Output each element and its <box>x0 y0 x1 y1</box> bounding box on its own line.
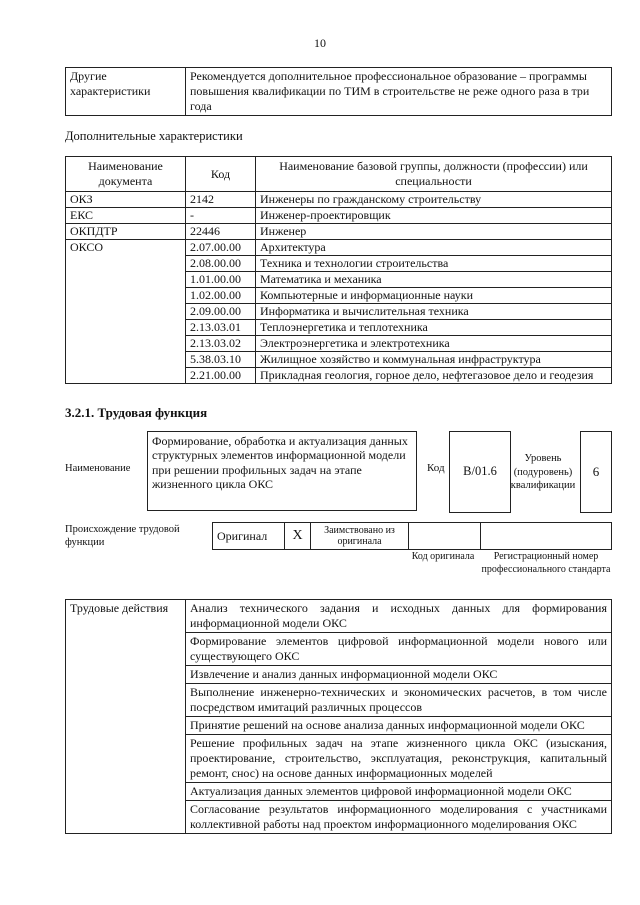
borrowed-label-cell: Заимствовано из оригинала <box>311 523 409 550</box>
code-box: B/01.6 <box>449 431 511 513</box>
doc-cell-okso: ОКСО <box>66 240 186 384</box>
table-row <box>66 208 612 224</box>
other-characteristics-table <box>65 67 612 116</box>
qualification-level-box: 6 <box>580 431 612 513</box>
code-cell: 2.08.00.00 <box>186 256 256 272</box>
additional-characteristics-table <box>65 156 612 384</box>
column-header-code: Код <box>186 157 256 192</box>
code-cell: 2.13.03.01 <box>186 320 256 336</box>
name-cell: Инженер-проектировщик <box>256 208 612 224</box>
code-cell: 1.01.00.00 <box>186 272 256 288</box>
reg-number-caption: Регистрационный номер профессионального стандарта <box>481 551 611 575</box>
name-cell: Компьютерные и информационные науки <box>256 288 612 304</box>
name-cell: Электроэнергетика и электротехника <box>256 336 612 352</box>
labor-action-item: Согласование результатов информационного моделирования с участниками коллективной работы над проектом информационного моделирования ОКС <box>186 801 612 834</box>
column-header-document: Наименование документа <box>66 157 186 192</box>
labor-action-item: Анализ технического задания и исходных данных для формирования информационной модели ОКС <box>186 600 612 633</box>
doc-cell: ОКПДТР <box>66 224 186 240</box>
code-cell: 2.21.00.00 <box>186 368 256 384</box>
labor-actions-label: Трудовые действия <box>66 600 186 834</box>
name-cell: Теплоэнергетика и теплотехника <box>256 320 612 336</box>
origin-table <box>212 522 612 550</box>
labor-action-item: Принятие решений на основе анализа данных информационной модели ОКС <box>186 717 612 735</box>
section-heading: 3.2.1. Трудовая функция <box>65 405 208 420</box>
labor-action-item: Формирование элементов цифровой информационной модели нового или существующего ОКС <box>186 633 612 666</box>
name-cell: Архитектура <box>256 240 612 256</box>
labor-action-item: Извлечение и анализ данных информационной модели ОКС <box>186 666 612 684</box>
code-cell: 2.09.00.00 <box>186 304 256 320</box>
table-row <box>66 240 612 256</box>
function-name-box: Формирование, обработка и актуализация данных структурных элементов информационной модели при решении профильных задач на этапе жизненного цикла ОКС <box>147 431 417 511</box>
name-cell: Инженер <box>256 224 612 240</box>
labor-actions-table <box>65 599 612 834</box>
other-characteristics-label: Другие характеристики <box>66 68 186 116</box>
labor-action-item: Актуализация данных элементов цифровой информационной модели ОКС <box>186 783 612 801</box>
original-label-cell: Оригинал <box>213 523 285 550</box>
name-cell: Информатика и вычислительная техника <box>256 304 612 320</box>
reg-number-cell <box>481 523 612 550</box>
name-cell: Прикладная геология, горное дело, нефтегазовое дело и геодезия <box>256 368 612 384</box>
code-original-cell <box>409 523 481 550</box>
doc-cell: ОКЗ <box>66 192 186 208</box>
other-characteristics-text: Рекомендуется дополнительное профессиональное образование – программы повышения квалификации по ТИМ в строительстве не реже одного раза в три года <box>186 68 612 116</box>
original-mark-cell: X <box>285 523 311 550</box>
code-original-caption: Код оригинала <box>411 551 475 562</box>
code-label: Код <box>427 462 445 474</box>
labor-action-item: Выполнение инженерно-технических и экономических расчетов, в том числе посредством имитаций различных процессов <box>186 684 612 717</box>
code-cell: 22446 <box>186 224 256 240</box>
name-cell: Жилищное хозяйство и коммунальная инфраструктура <box>256 352 612 368</box>
column-header-group: Наименование базовой группы, должности (профессии) или специальности <box>256 157 612 192</box>
code-cell: 2.07.00.00 <box>186 240 256 256</box>
code-cell: - <box>186 208 256 224</box>
table-row <box>66 192 612 208</box>
code-cell: 1.02.00.00 <box>186 288 256 304</box>
name-cell: Техника и технологии строительства <box>256 256 612 272</box>
table-row <box>66 600 612 633</box>
doc-cell: ЕКС <box>66 208 186 224</box>
function-name-label: Наименование <box>65 463 131 474</box>
origin-label: Происхождение трудовой функции <box>65 524 180 548</box>
name-cell: Математика и механика <box>256 272 612 288</box>
table-row <box>66 224 612 240</box>
additional-characteristics-heading: Дополнительные характеристики <box>65 129 243 143</box>
labor-action-item: Решение профильных задач на этапе жизненного цикла ОКС (изыскания, проектирование, строительство, эксплуатация, реконструкция, капитальный ремонт, снос) на основе данных информационных моделей <box>186 735 612 783</box>
page-number: 10 <box>314 36 326 50</box>
code-cell: 5.38.03.10 <box>186 352 256 368</box>
code-cell: 2142 <box>186 192 256 208</box>
code-cell: 2.13.03.02 <box>186 336 256 352</box>
qualification-level-label: Уровень (подуровень) квалификации <box>510 453 576 492</box>
name-cell: Инженеры по гражданскому строительству <box>256 192 612 208</box>
